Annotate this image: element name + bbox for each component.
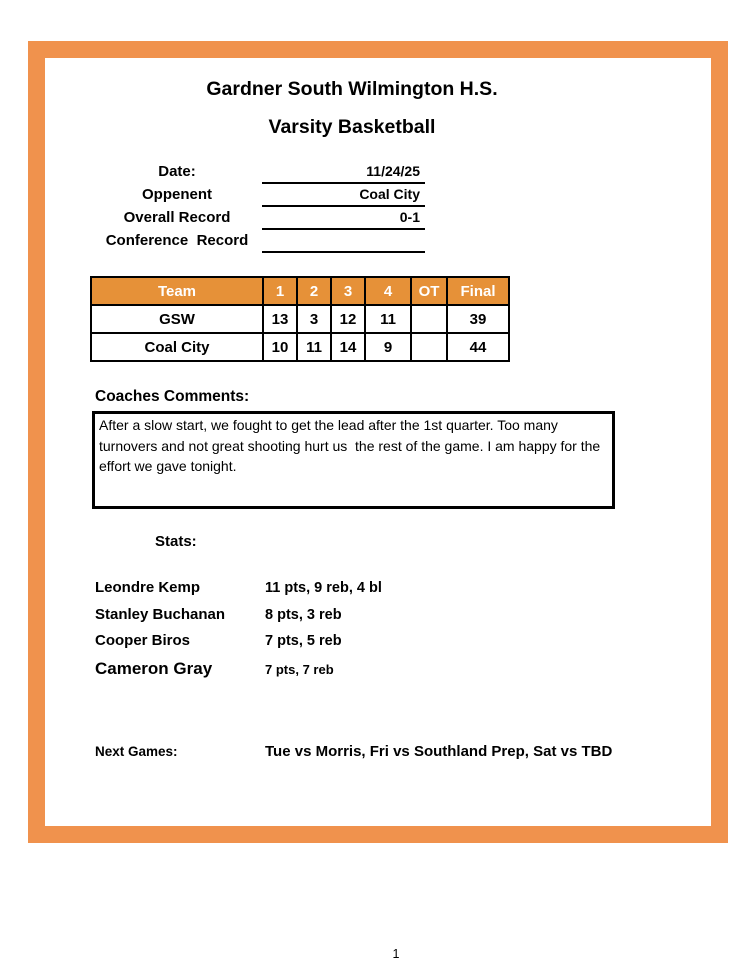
overall-record-label: Overall Record — [123, 209, 231, 226]
stats-list — [95, 579, 382, 685]
info-row-overall-record — [92, 207, 425, 230]
score-col-q3: 3 — [331, 277, 365, 305]
date-value: 11/24/25 — [262, 161, 425, 184]
date-label: Date: — [158, 163, 196, 180]
player-name: Stanley Buchanan — [95, 605, 226, 623]
gsw-q4-cell: 11 — [365, 305, 411, 333]
info-row-conference-record — [92, 230, 425, 253]
gsw-team-cell: GSW — [91, 305, 263, 333]
score-table-header-row — [91, 277, 509, 305]
player-name: Cameron Gray — [95, 658, 213, 678]
coal-city-q4-cell: 9 — [365, 333, 411, 361]
stat-row-stanley-buchanan — [95, 606, 382, 633]
score-col-q4: 4 — [365, 277, 411, 305]
score-row-gsw — [91, 305, 509, 333]
overall-record-value: 0-1 — [262, 207, 425, 230]
opponent-label: Oppenent — [142, 186, 212, 203]
page-title: Gardner South Wilmington H.S. — [206, 78, 498, 100]
stat-row-leondre-kemp — [95, 579, 382, 606]
next-games-row — [95, 743, 612, 760]
coal-city-final-cell: 44 — [447, 333, 509, 361]
player-name: Leondre Kemp — [95, 579, 201, 596]
coal-city-q3-cell: 14 — [331, 333, 365, 361]
player-statline: 8 pts, 3 reb — [265, 606, 342, 623]
score-col-q1: 1 — [263, 277, 297, 305]
stat-row-cameron-gray — [95, 659, 382, 686]
gsw-final-cell: 39 — [447, 305, 509, 333]
page-subtitle: Varsity Basketball — [268, 116, 436, 138]
coal-city-q2-cell: 11 — [297, 333, 331, 361]
conference-record-value — [262, 230, 425, 253]
coal-city-q1-cell: 10 — [263, 333, 297, 361]
info-row-date — [92, 161, 425, 184]
page-number: 1 — [392, 947, 400, 961]
coal-city-ot-cell — [411, 333, 447, 361]
player-statline: 7 pts, 5 reb — [265, 633, 342, 649]
gsw-q1-cell: 13 — [263, 305, 297, 333]
coal-city-team-cell: Coal City — [91, 333, 263, 361]
score-row-coal-city — [91, 333, 509, 361]
page-border-frame — [28, 41, 728, 843]
player-statline: 11 pts, 9 reb, 4 bl — [265, 580, 382, 596]
gsw-ot-cell — [411, 305, 447, 333]
gsw-q3-cell: 12 — [331, 305, 365, 333]
opponent-value: Coal City — [262, 184, 425, 207]
score-col-final: Final — [447, 277, 509, 305]
conference-record-label: Conference Record — [105, 232, 249, 249]
score-table — [90, 276, 510, 362]
player-name: Cooper Biros — [95, 632, 191, 649]
game-info-form — [92, 161, 425, 253]
coaches-comments-box: After a slow start, we fought to get the lead after the 1st quarter. Too many turnovers and not great shooting hurt us the rest of the game. I am happy for the effort we gave tonight. — [92, 411, 615, 509]
coaches-comments-label: Coaches Comments: — [95, 388, 250, 405]
score-col-q2: 2 — [297, 277, 331, 305]
info-row-opponent — [92, 184, 425, 207]
stats-label: Stats: — [155, 533, 197, 550]
next-games-value: Tue vs Morris, Fri vs Southland Prep, Sat vs TBD — [265, 743, 613, 760]
score-col-ot: OT — [411, 277, 447, 305]
score-col-team: Team — [91, 277, 263, 305]
next-games-label: Next Games: — [95, 744, 178, 759]
stat-row-cooper-biros — [95, 632, 382, 659]
gsw-q2-cell: 3 — [297, 305, 331, 333]
player-statline: 7 pts, 7 reb — [265, 661, 334, 677]
